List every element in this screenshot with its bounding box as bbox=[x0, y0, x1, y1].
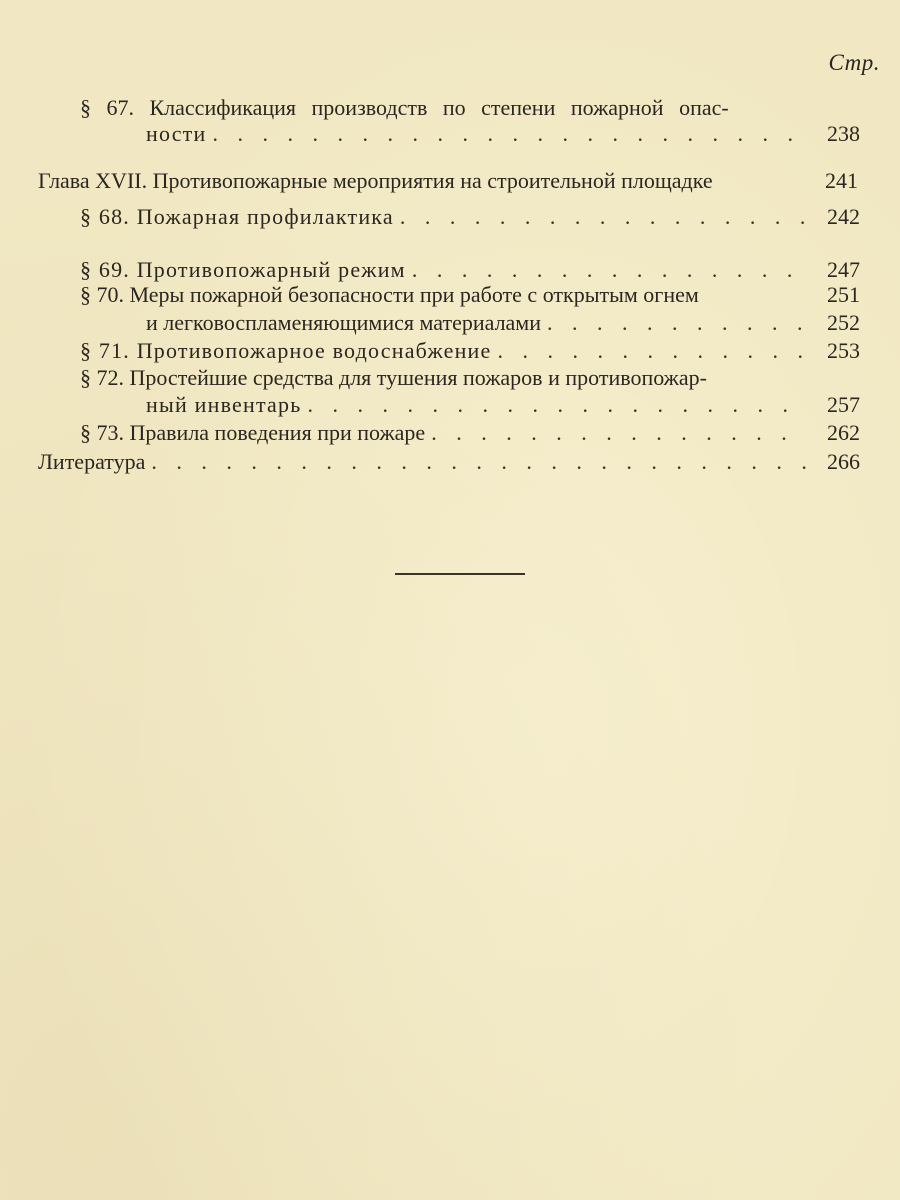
end-divider-rule bbox=[395, 573, 525, 575]
toc-entry-72-line1 bbox=[80, 364, 818, 392]
toc-page-number: 252 bbox=[827, 310, 860, 335]
toc-entry-text: § 69. Противопожарный режим bbox=[80, 257, 406, 282]
dot-leader bbox=[307, 391, 806, 419]
dot-leader bbox=[498, 337, 807, 365]
toc-entry-text: § 67. Классификация производств по степени пожарной опас- bbox=[80, 95, 729, 120]
toc-entry-text: ный инвентарь bbox=[146, 392, 302, 417]
toc-chapter-17[interactable] bbox=[38, 167, 858, 195]
toc-page-number: 262 bbox=[827, 420, 860, 445]
toc-entry-text: § 68. Пожарная профилактика bbox=[80, 204, 394, 229]
toc-entry-text: § 73. Правила поведения при пожаре bbox=[80, 420, 426, 445]
dot-leader bbox=[400, 203, 806, 231]
toc-entry-67-line1 bbox=[80, 94, 818, 122]
toc-entry-68[interactable] bbox=[80, 203, 860, 231]
toc-entry-text: § 72. Простейшие средства для тушения пожаров и противопожар- bbox=[80, 365, 707, 390]
dot-leader bbox=[212, 120, 806, 148]
toc-entry-73[interactable] bbox=[80, 419, 860, 447]
toc-page-number: 266 bbox=[827, 449, 860, 474]
toc-entry-69[interactable] bbox=[80, 256, 860, 284]
toc-page-number: 247 bbox=[827, 257, 860, 282]
toc-entry-text: ности bbox=[146, 121, 207, 146]
toc-entry-literature[interactable] bbox=[38, 448, 860, 476]
toc-entry-70-line1[interactable] bbox=[80, 281, 860, 309]
dot-leader bbox=[547, 309, 806, 337]
toc-entry-67-line2[interactable] bbox=[146, 120, 860, 148]
toc-entry-text: § 71. Противопожарное водоснабжение bbox=[80, 338, 492, 363]
toc-entry-71[interactable] bbox=[80, 337, 860, 365]
toc-page-number: 251 bbox=[827, 282, 860, 307]
dot-leader bbox=[412, 256, 806, 284]
toc-page-number: 242 bbox=[827, 204, 860, 229]
toc-entry-72-line2[interactable] bbox=[146, 391, 860, 419]
page-column-header: Стр. bbox=[828, 50, 880, 75]
toc-page-number: 257 bbox=[827, 392, 860, 417]
toc-entry-text: Литература bbox=[38, 449, 146, 474]
dot-leader bbox=[151, 448, 806, 476]
toc-page-number: 253 bbox=[827, 338, 860, 363]
toc-page-number: 238 bbox=[827, 121, 860, 146]
toc-entry-text: и легковоспламеняющимися материалами bbox=[146, 310, 542, 335]
dot-leader bbox=[431, 419, 806, 447]
toc-entry-70-line2[interactable] bbox=[146, 309, 860, 337]
toc-entry-text: § 70. Меры пожарной безопасности при работе с открытым огнем bbox=[80, 282, 699, 307]
toc-chapter-text: Глава XVII. Противопожарные мероприятия на строительной площадке bbox=[38, 168, 713, 193]
toc-page-number: 241 bbox=[825, 168, 858, 193]
